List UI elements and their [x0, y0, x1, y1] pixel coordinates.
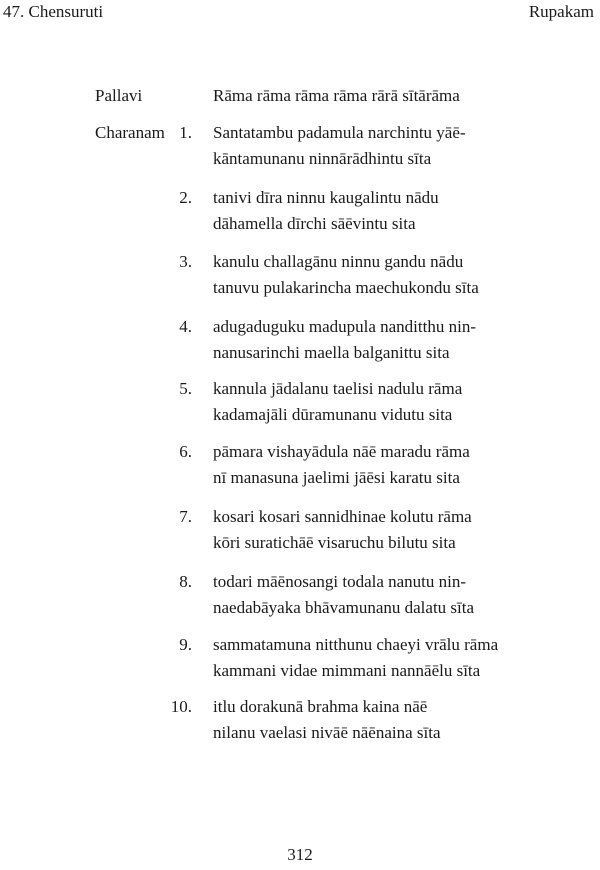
- verse-line: todari māēnosangi todala nanutu nin-: [213, 572, 467, 591]
- verse-line: kanulu challagānu ninnu gandu nādu: [213, 252, 464, 271]
- charanam-label: Charanam: [95, 123, 165, 142]
- page-number: 312: [287, 845, 313, 864]
- verse-number: 5.: [179, 379, 192, 398]
- verse-number: 3.: [179, 252, 192, 271]
- verse-line: kannula jādalanu taelisi nadulu rāma: [213, 379, 463, 398]
- verse-line: sammatamuna nitthunu chaeyi vrālu rāma: [213, 635, 499, 654]
- verse-line: nī manasuna jaelimi jāēsi karatu sita: [213, 468, 460, 487]
- verse-line: adugaduguku madupula nanditthu nin-: [213, 317, 476, 336]
- verse-line: kammani vidae mimmani nannāēlu sīta: [213, 661, 481, 680]
- pallavi-text: Rāma rāma rāma rāma rārā sītārāma: [213, 86, 460, 105]
- verse-number: 4.: [179, 317, 192, 336]
- verse-number: 1.: [179, 123, 192, 142]
- verse-line: Santatambu padamula narchintu yāē-: [213, 123, 466, 142]
- verse-line: dāhamella dīrchi sāēvintu sita: [213, 214, 416, 233]
- verse-line: kāntamunanu ninnārādhintu sīta: [213, 149, 432, 168]
- verse-line: kōri suratichāē visaruchu bilutu sita: [213, 533, 456, 552]
- pallavi-label: Pallavi: [95, 86, 143, 105]
- verse-item: [0, 695, 600, 745]
- header-raga: Rupakam: [528, 2, 594, 21]
- verse-item: [0, 186, 600, 236]
- verse-item: [0, 377, 600, 427]
- verse-line: nanusarinchi maella balganittu sita: [213, 343, 450, 362]
- verse-line: itlu dorakunā brahma kaina nāē: [213, 697, 428, 716]
- verse-number: 7.: [179, 507, 192, 526]
- header-title: 47. Chensuruti: [3, 2, 104, 21]
- verse-number: 10.: [170, 697, 192, 716]
- verse-number: 6.: [179, 442, 192, 461]
- verse-item: [0, 570, 600, 620]
- verse-item: [0, 250, 600, 300]
- verse-item: [0, 633, 600, 683]
- verse-line: kosari kosari sannidhinae kolutu rāma: [213, 507, 472, 526]
- verse-line: tanuvu pulakarincha maechukondu sīta: [213, 278, 479, 297]
- verse-line: nilanu vaelasi nivāē nāēnaina sīta: [213, 723, 441, 742]
- verse-line: kadamajāli dūramunanu vidutu sita: [213, 405, 453, 424]
- verse-item: [0, 440, 600, 490]
- verse-number: 8.: [179, 572, 192, 591]
- pallavi-row: [0, 84, 600, 108]
- verse-line: naedabāyaka bhāvamunanu dalatu sīta: [213, 598, 475, 617]
- verse-line: pāmara vishayādula nāē maradu rāma: [213, 442, 470, 461]
- verse-item: [0, 505, 600, 555]
- verse-number: 2.: [179, 188, 192, 207]
- verse-item: [0, 315, 600, 365]
- verse-line: tanivi dīra ninnu kaugalintu nādu: [213, 188, 439, 207]
- verse-item: [0, 121, 600, 171]
- verse-number: 9.: [179, 635, 192, 654]
